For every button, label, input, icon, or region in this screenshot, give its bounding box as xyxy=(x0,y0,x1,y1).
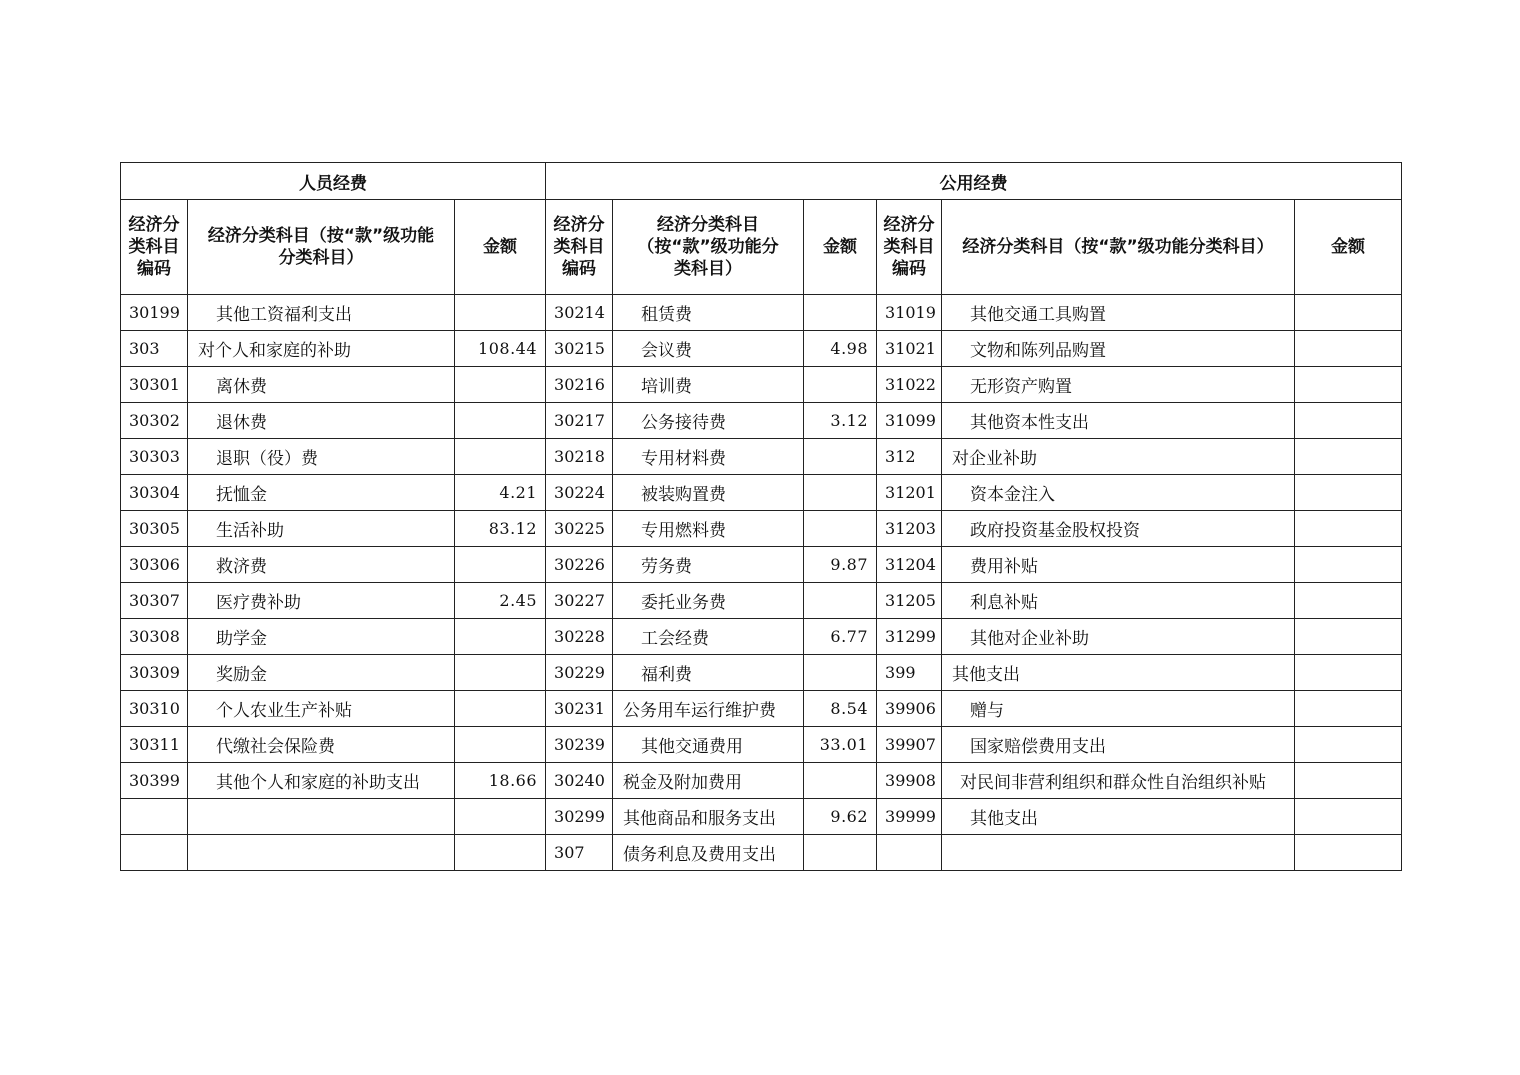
cell-code-2: 30240 xyxy=(546,763,613,799)
header-item-2: 经济分类科目（按“款”级功能分类科目） xyxy=(613,200,804,295)
cell-item-3: 无形资产购置 xyxy=(942,367,1295,403)
cell-amount-1 xyxy=(455,835,546,871)
cell-amount-1 xyxy=(455,691,546,727)
cell-item-3: 对民间非营利组织和群众性自治组织补贴 xyxy=(942,763,1295,799)
cell-code-1: 30307 xyxy=(121,583,188,619)
table-body xyxy=(121,295,1402,871)
cell-item-2: 委托业务费 xyxy=(613,583,804,619)
cell-item-3: 其他支出 xyxy=(942,655,1295,691)
cell-code-3: 31205 xyxy=(877,583,942,619)
cell-code-3: 39906 xyxy=(877,691,942,727)
cell-amount-2: 4.98 xyxy=(804,331,877,367)
cell-code-1: 30309 xyxy=(121,655,188,691)
cell-code-2: 30216 xyxy=(546,367,613,403)
cell-code-2: 30225 xyxy=(546,511,613,547)
cell-code-3: 39908 xyxy=(877,763,942,799)
cell-code-1 xyxy=(121,799,188,835)
cell-code-2: 30226 xyxy=(546,547,613,583)
cell-code-3: 31099 xyxy=(877,403,942,439)
cell-item-3: 其他对企业补助 xyxy=(942,619,1295,655)
cell-code-2: 30228 xyxy=(546,619,613,655)
cell-item-3: 资本金注入 xyxy=(942,475,1295,511)
cell-item-1 xyxy=(188,835,455,871)
budget-table xyxy=(120,162,1402,871)
cell-item-3: 对企业补助 xyxy=(942,439,1295,475)
cell-code-1: 30303 xyxy=(121,439,188,475)
cell-item-1: 其他个人和家庭的补助支出 xyxy=(188,763,455,799)
cell-amount-1: 83.12 xyxy=(455,511,546,547)
cell-code-3: 31019 xyxy=(877,295,942,331)
cell-item-3: 国家赔偿费用支出 xyxy=(942,727,1295,763)
cell-code-3 xyxy=(877,835,942,871)
cell-code-1: 30301 xyxy=(121,367,188,403)
cell-code-3: 31204 xyxy=(877,547,942,583)
cell-amount-1: 108.44 xyxy=(455,331,546,367)
column-header-row xyxy=(121,200,1402,295)
cell-item-3: 其他支出 xyxy=(942,799,1295,835)
cell-code-1: 30399 xyxy=(121,763,188,799)
cell-item-1: 退职（役）费 xyxy=(188,439,455,475)
cell-code-2: 30214 xyxy=(546,295,613,331)
cell-amount-2: 33.01 xyxy=(804,727,877,763)
cell-item-1: 助学金 xyxy=(188,619,455,655)
cell-code-3: 312 xyxy=(877,439,942,475)
cell-amount-2: 9.62 xyxy=(804,799,877,835)
cell-amount-3 xyxy=(1295,835,1402,871)
table-row xyxy=(121,367,1402,403)
table-row xyxy=(121,727,1402,763)
cell-code-2: 30218 xyxy=(546,439,613,475)
cell-item-2: 公务用车运行维护费 xyxy=(613,691,804,727)
cell-amount-3 xyxy=(1295,367,1402,403)
cell-code-1: 30310 xyxy=(121,691,188,727)
cell-amount-3 xyxy=(1295,475,1402,511)
cell-amount-2: 8.54 xyxy=(804,691,877,727)
cell-item-1: 对个人和家庭的补助 xyxy=(188,331,455,367)
table-row xyxy=(121,439,1402,475)
cell-item-2: 税金及附加费用 xyxy=(613,763,804,799)
cell-item-3: 费用补贴 xyxy=(942,547,1295,583)
table-row xyxy=(121,511,1402,547)
cell-amount-1 xyxy=(455,367,546,403)
cell-item-2: 债务利息及费用支出 xyxy=(613,835,804,871)
cell-item-2: 培训费 xyxy=(613,367,804,403)
cell-amount-1 xyxy=(455,619,546,655)
header-amount-1: 金额 xyxy=(455,200,546,295)
cell-item-1 xyxy=(188,799,455,835)
cell-item-1: 退休费 xyxy=(188,403,455,439)
cell-amount-2 xyxy=(804,295,877,331)
cell-item-2: 福利费 xyxy=(613,655,804,691)
cell-code-1: 30306 xyxy=(121,547,188,583)
cell-code-1: 30199 xyxy=(121,295,188,331)
cell-amount-2 xyxy=(804,511,877,547)
cell-amount-3 xyxy=(1295,727,1402,763)
cell-amount-3 xyxy=(1295,691,1402,727)
cell-amount-2 xyxy=(804,475,877,511)
cell-amount-3 xyxy=(1295,655,1402,691)
cell-item-1: 代缴社会保险费 xyxy=(188,727,455,763)
cell-item-3: 利息补贴 xyxy=(942,583,1295,619)
table-row xyxy=(121,547,1402,583)
cell-item-2: 工会经费 xyxy=(613,619,804,655)
cell-code-2: 30227 xyxy=(546,583,613,619)
header-item-3: 经济分类科目（按“款”级功能分类科目） xyxy=(942,200,1295,295)
cell-item-2: 其他交通费用 xyxy=(613,727,804,763)
cell-item-2: 其他商品和服务支出 xyxy=(613,799,804,835)
cell-code-2: 30217 xyxy=(546,403,613,439)
header-code-2: 经济分类科目编码 xyxy=(546,200,613,295)
cell-item-2: 租赁费 xyxy=(613,295,804,331)
cell-code-3: 39907 xyxy=(877,727,942,763)
cell-amount-2 xyxy=(804,835,877,871)
header-amount-2: 金额 xyxy=(804,200,877,295)
table-row xyxy=(121,691,1402,727)
table-row xyxy=(121,799,1402,835)
header-code-1: 经济分类科目编码 xyxy=(121,200,188,295)
table-row xyxy=(121,403,1402,439)
section-header-row xyxy=(121,163,1402,200)
cell-item-1: 医疗费补助 xyxy=(188,583,455,619)
cell-amount-2: 9.87 xyxy=(804,547,877,583)
cell-item-1: 个人农业生产补贴 xyxy=(188,691,455,727)
cell-item-3: 其他资本性支出 xyxy=(942,403,1295,439)
cell-amount-1: 4.21 xyxy=(455,475,546,511)
cell-item-3: 赠与 xyxy=(942,691,1295,727)
cell-amount-2 xyxy=(804,763,877,799)
cell-amount-2 xyxy=(804,439,877,475)
table-row xyxy=(121,655,1402,691)
cell-item-3: 文物和陈列品购置 xyxy=(942,331,1295,367)
cell-code-3: 31022 xyxy=(877,367,942,403)
cell-code-2: 30215 xyxy=(546,331,613,367)
cell-item-2: 会议费 xyxy=(613,331,804,367)
cell-code-1 xyxy=(121,835,188,871)
cell-item-2: 专用材料费 xyxy=(613,439,804,475)
table-row xyxy=(121,619,1402,655)
cell-amount-3 xyxy=(1295,763,1402,799)
cell-code-1: 30302 xyxy=(121,403,188,439)
cell-amount-1 xyxy=(455,295,546,331)
cell-amount-3 xyxy=(1295,619,1402,655)
header-item-1: 经济分类科目（按“款”级功能分类科目） xyxy=(188,200,455,295)
cell-item-3: 其他交通工具购置 xyxy=(942,295,1295,331)
cell-code-1: 30305 xyxy=(121,511,188,547)
cell-amount-1: 2.45 xyxy=(455,583,546,619)
table-row xyxy=(121,331,1402,367)
cell-amount-3 xyxy=(1295,583,1402,619)
cell-item-1: 抚恤金 xyxy=(188,475,455,511)
cell-amount-2 xyxy=(804,367,877,403)
cell-code-2: 307 xyxy=(546,835,613,871)
cell-amount-3 xyxy=(1295,439,1402,475)
cell-amount-3 xyxy=(1295,511,1402,547)
cell-item-2: 劳务费 xyxy=(613,547,804,583)
cell-code-1: 30311 xyxy=(121,727,188,763)
section-personnel: 人员经费 xyxy=(121,163,546,200)
cell-code-3: 31203 xyxy=(877,511,942,547)
cell-amount-2: 6.77 xyxy=(804,619,877,655)
table-row xyxy=(121,295,1402,331)
cell-item-2: 公务接待费 xyxy=(613,403,804,439)
cell-item-1: 离休费 xyxy=(188,367,455,403)
cell-amount-3 xyxy=(1295,295,1402,331)
cell-item-3 xyxy=(942,835,1295,871)
cell-code-3: 39999 xyxy=(877,799,942,835)
cell-code-1: 303 xyxy=(121,331,188,367)
cell-code-2: 30231 xyxy=(546,691,613,727)
table-row xyxy=(121,475,1402,511)
table-row xyxy=(121,763,1402,799)
cell-code-3: 399 xyxy=(877,655,942,691)
cell-amount-1 xyxy=(455,727,546,763)
cell-item-1: 奖励金 xyxy=(188,655,455,691)
header-amount-3: 金额 xyxy=(1295,200,1402,295)
cell-amount-1 xyxy=(455,799,546,835)
table-row xyxy=(121,835,1402,871)
cell-amount-2 xyxy=(804,655,877,691)
cell-item-2: 被装购置费 xyxy=(613,475,804,511)
cell-code-3: 31299 xyxy=(877,619,942,655)
cell-code-2: 30299 xyxy=(546,799,613,835)
cell-item-1: 其他工资福利支出 xyxy=(188,295,455,331)
cell-amount-1 xyxy=(455,439,546,475)
cell-item-1: 生活补助 xyxy=(188,511,455,547)
cell-amount-2: 3.12 xyxy=(804,403,877,439)
section-public: 公用经费 xyxy=(546,163,1402,200)
cell-item-3: 政府投资基金股权投资 xyxy=(942,511,1295,547)
cell-code-3: 31021 xyxy=(877,331,942,367)
cell-item-1: 救济费 xyxy=(188,547,455,583)
cell-amount-2 xyxy=(804,583,877,619)
header-code-3: 经济分类科目编码 xyxy=(877,200,942,295)
cell-code-1: 30308 xyxy=(121,619,188,655)
cell-amount-1 xyxy=(455,547,546,583)
cell-amount-3 xyxy=(1295,547,1402,583)
cell-amount-3 xyxy=(1295,799,1402,835)
cell-amount-3 xyxy=(1295,331,1402,367)
cell-code-1: 30304 xyxy=(121,475,188,511)
cell-amount-1: 18.66 xyxy=(455,763,546,799)
cell-amount-1 xyxy=(455,403,546,439)
cell-code-2: 30239 xyxy=(546,727,613,763)
table-row xyxy=(121,583,1402,619)
cell-code-3: 31201 xyxy=(877,475,942,511)
cell-amount-1 xyxy=(455,655,546,691)
cell-amount-3 xyxy=(1295,403,1402,439)
cell-code-2: 30224 xyxy=(546,475,613,511)
cell-code-2: 30229 xyxy=(546,655,613,691)
cell-item-2: 专用燃料费 xyxy=(613,511,804,547)
